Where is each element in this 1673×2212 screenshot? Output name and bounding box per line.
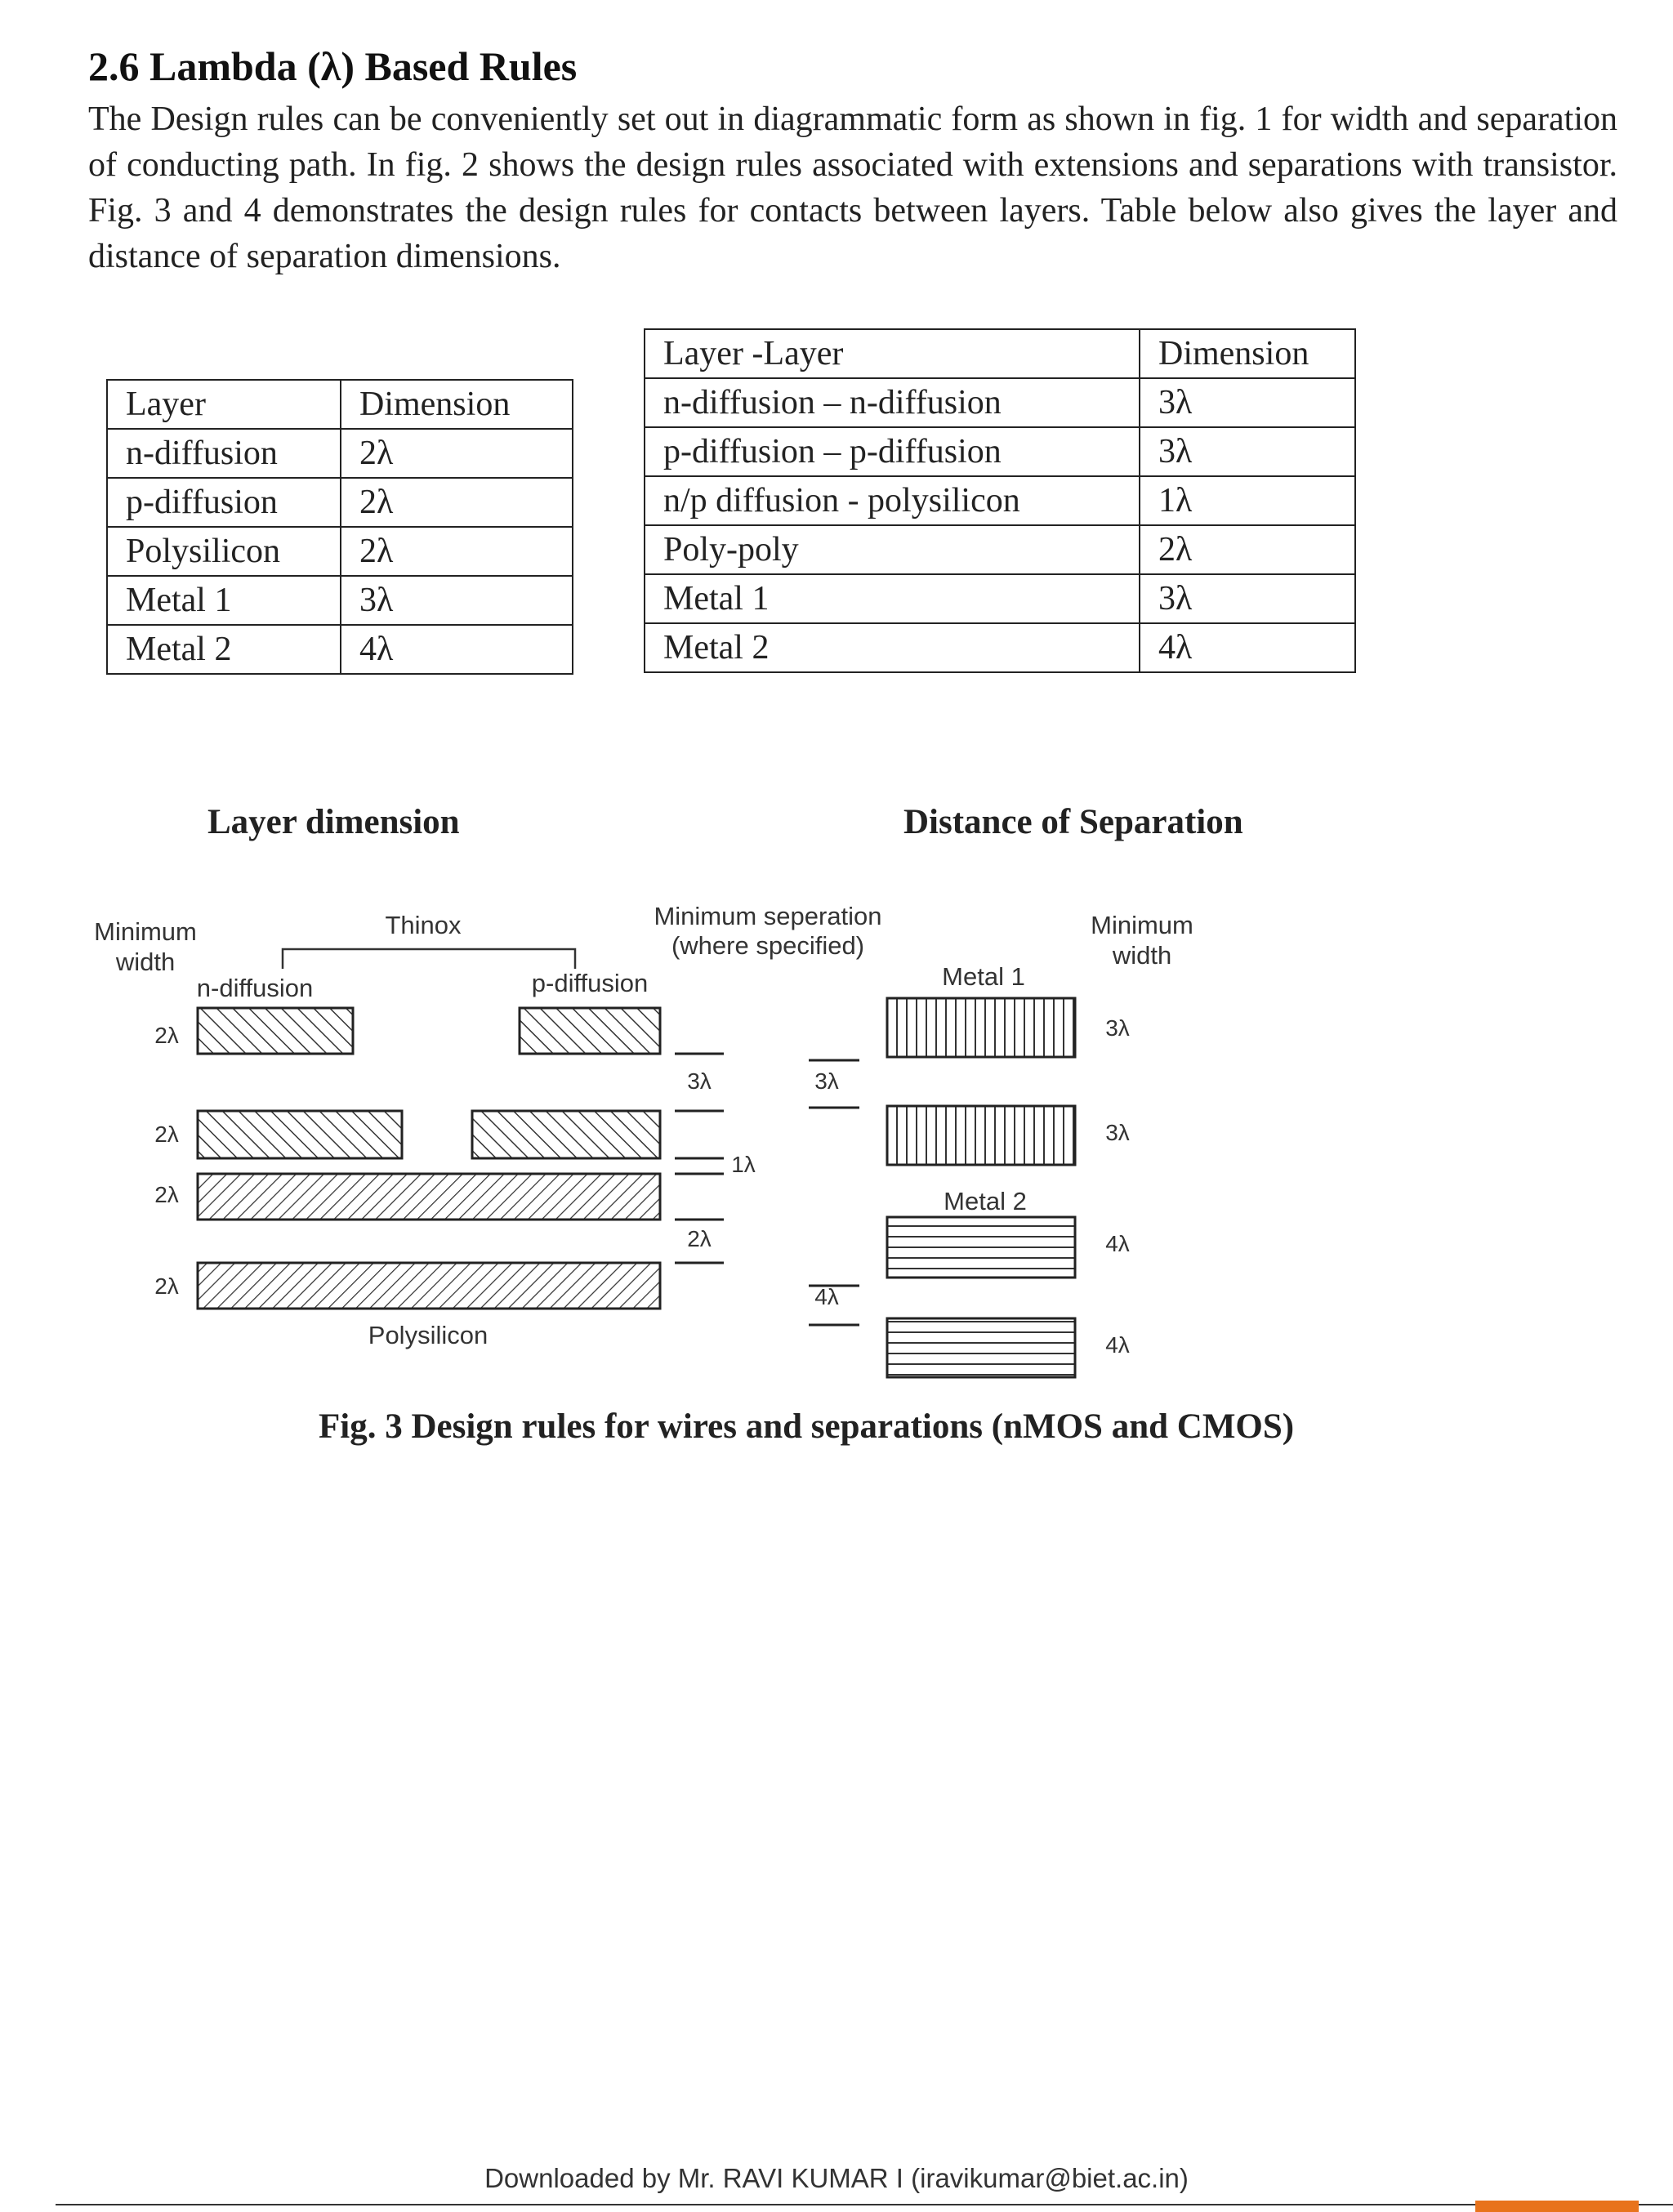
sep-value-label: 3λ	[687, 1068, 712, 1094]
width-value-label: 4λ	[1105, 1231, 1130, 1256]
table-row	[107, 429, 573, 478]
table-cell-dimension: 3λ	[1140, 574, 1355, 623]
metal1-wire	[887, 1106, 1075, 1165]
table-row	[645, 525, 1355, 574]
table-cell-dimension: 2λ	[341, 429, 573, 478]
table-header-cell: Dimension	[1140, 329, 1355, 378]
table-cell-layer: p-diffusion	[107, 478, 341, 527]
table-cell-layer-pair: n-diffusion – n-diffusion	[645, 378, 1140, 427]
footer-divider	[56, 2204, 1673, 2205]
polysilicon-wire	[198, 1263, 660, 1309]
table-header-cell: Dimension	[341, 380, 573, 429]
table-row	[107, 576, 573, 625]
table-row	[645, 427, 1355, 476]
table-header-row	[645, 329, 1355, 378]
table-row	[645, 623, 1355, 672]
min-width-label-left: width	[115, 948, 176, 976]
table-header-cell: Layer -Layer	[645, 329, 1140, 378]
width-value-label: 2λ	[154, 1023, 179, 1048]
sep-value-label: 2λ	[687, 1226, 712, 1251]
polysilicon-label: Polysilicon	[368, 1321, 489, 1349]
p-diffusion-wire	[520, 1008, 660, 1054]
width-value-label: 4λ	[1105, 1332, 1130, 1358]
sep-value-label: 3λ	[814, 1068, 839, 1094]
table-header-row	[107, 380, 573, 429]
n-diffusion-wire	[198, 1111, 402, 1158]
table-cell-dimension: 2λ	[1140, 525, 1355, 574]
table-row	[107, 527, 573, 576]
metal1-wire	[887, 998, 1075, 1057]
table-cell-layer-pair: Metal 2	[645, 623, 1140, 672]
min-width-label-right: Minimum	[1091, 911, 1193, 939]
table-cell-layer: Metal 2	[107, 625, 341, 674]
metal1-label: Metal 1	[942, 962, 1025, 991]
n-diffusion-label: n-diffusion	[196, 974, 314, 1002]
n-diffusion-wire	[198, 1008, 353, 1054]
sep-value-label: 1λ	[731, 1152, 756, 1177]
table-cell-dimension: 1λ	[1140, 476, 1355, 525]
metal2-label: Metal 2	[944, 1187, 1027, 1215]
table-cell-dimension: 2λ	[341, 478, 573, 527]
table-cell-layer-pair: p-diffusion – p-diffusion	[645, 427, 1140, 476]
width-value-label: 2λ	[154, 1122, 179, 1147]
table-cell-layer-pair: Poly-poly	[645, 525, 1140, 574]
table-cell-dimension: 2λ	[341, 527, 573, 576]
figure-caption: Fig. 3 Design rules for wires and separations (nMOS and CMOS)	[319, 1407, 1295, 1446]
width-value-label: 2λ	[154, 1182, 179, 1207]
table-cell-layer: n-diffusion	[107, 429, 341, 478]
table-cell-dimension: 3λ	[1140, 378, 1355, 427]
table-row	[645, 378, 1355, 427]
table-cell-layer-pair: Metal 1	[645, 574, 1140, 623]
min-separation-label: (where specified)	[671, 931, 865, 960]
table-cell-layer: Polysilicon	[107, 527, 341, 576]
table-row	[645, 574, 1355, 623]
layer-dimension-caption: Layer dimension	[207, 803, 460, 841]
page-heading: 2.6 Lambda (λ) Based Rules	[88, 43, 578, 89]
table-cell-dimension: 3λ	[341, 576, 573, 625]
table-cell-layer-pair: n/p diffusion - polysilicon	[645, 476, 1140, 525]
metal2-wire	[887, 1217, 1075, 1278]
design-rules-figure	[0, 866, 1673, 1389]
p-diffusion-label: p-diffusion	[531, 969, 649, 997]
polysilicon-wire	[198, 1174, 660, 1220]
width-value-label: 2λ	[154, 1273, 179, 1299]
footer-accent-bar	[1475, 2201, 1639, 2212]
sep-value-label: 4λ	[814, 1284, 839, 1309]
table-cell-dimension: 4λ	[341, 625, 573, 674]
table-cell-dimension: 3λ	[1140, 427, 1355, 476]
table-header-cell: Layer	[107, 380, 341, 429]
table-cell-dimension: 4λ	[1140, 623, 1355, 672]
intro-paragraph: The Design rules can be conveniently set out in diagrammatic form as shown in fig. 1 for width and separation of conducting path. In fig. 2 shows the design rules associated with extensions and separations with transistor. Fig. 3 and 4 demonstrates the design rules for contacts between layers. Table below also gives the layer and distance of separation dimensions.	[88, 100, 1617, 275]
download-footer: Downloaded by Mr. RAVI KUMAR I (iravikumar@biet.ac.in)	[484, 2163, 1189, 2193]
metal2-wire	[887, 1318, 1075, 1377]
width-value-label: 3λ	[1105, 1120, 1130, 1145]
thinox-label: Thinox	[385, 911, 462, 939]
width-value-label: 3λ	[1105, 1015, 1130, 1041]
min-width-label-left: Minimum	[94, 917, 197, 946]
min-width-label-right: width	[1112, 941, 1172, 970]
separation-table	[644, 328, 1356, 673]
table-cell-layer: Metal 1	[107, 576, 341, 625]
distance-of-separation-caption: Distance of Separation	[903, 803, 1243, 841]
thinox-bracket	[283, 949, 575, 969]
p-diffusion-wire	[472, 1111, 660, 1158]
min-separation-label: Minimum seperation	[654, 902, 882, 930]
layer-dimension-table	[106, 379, 573, 675]
table-row	[107, 478, 573, 527]
table-row	[107, 625, 573, 674]
table-row	[645, 476, 1355, 525]
